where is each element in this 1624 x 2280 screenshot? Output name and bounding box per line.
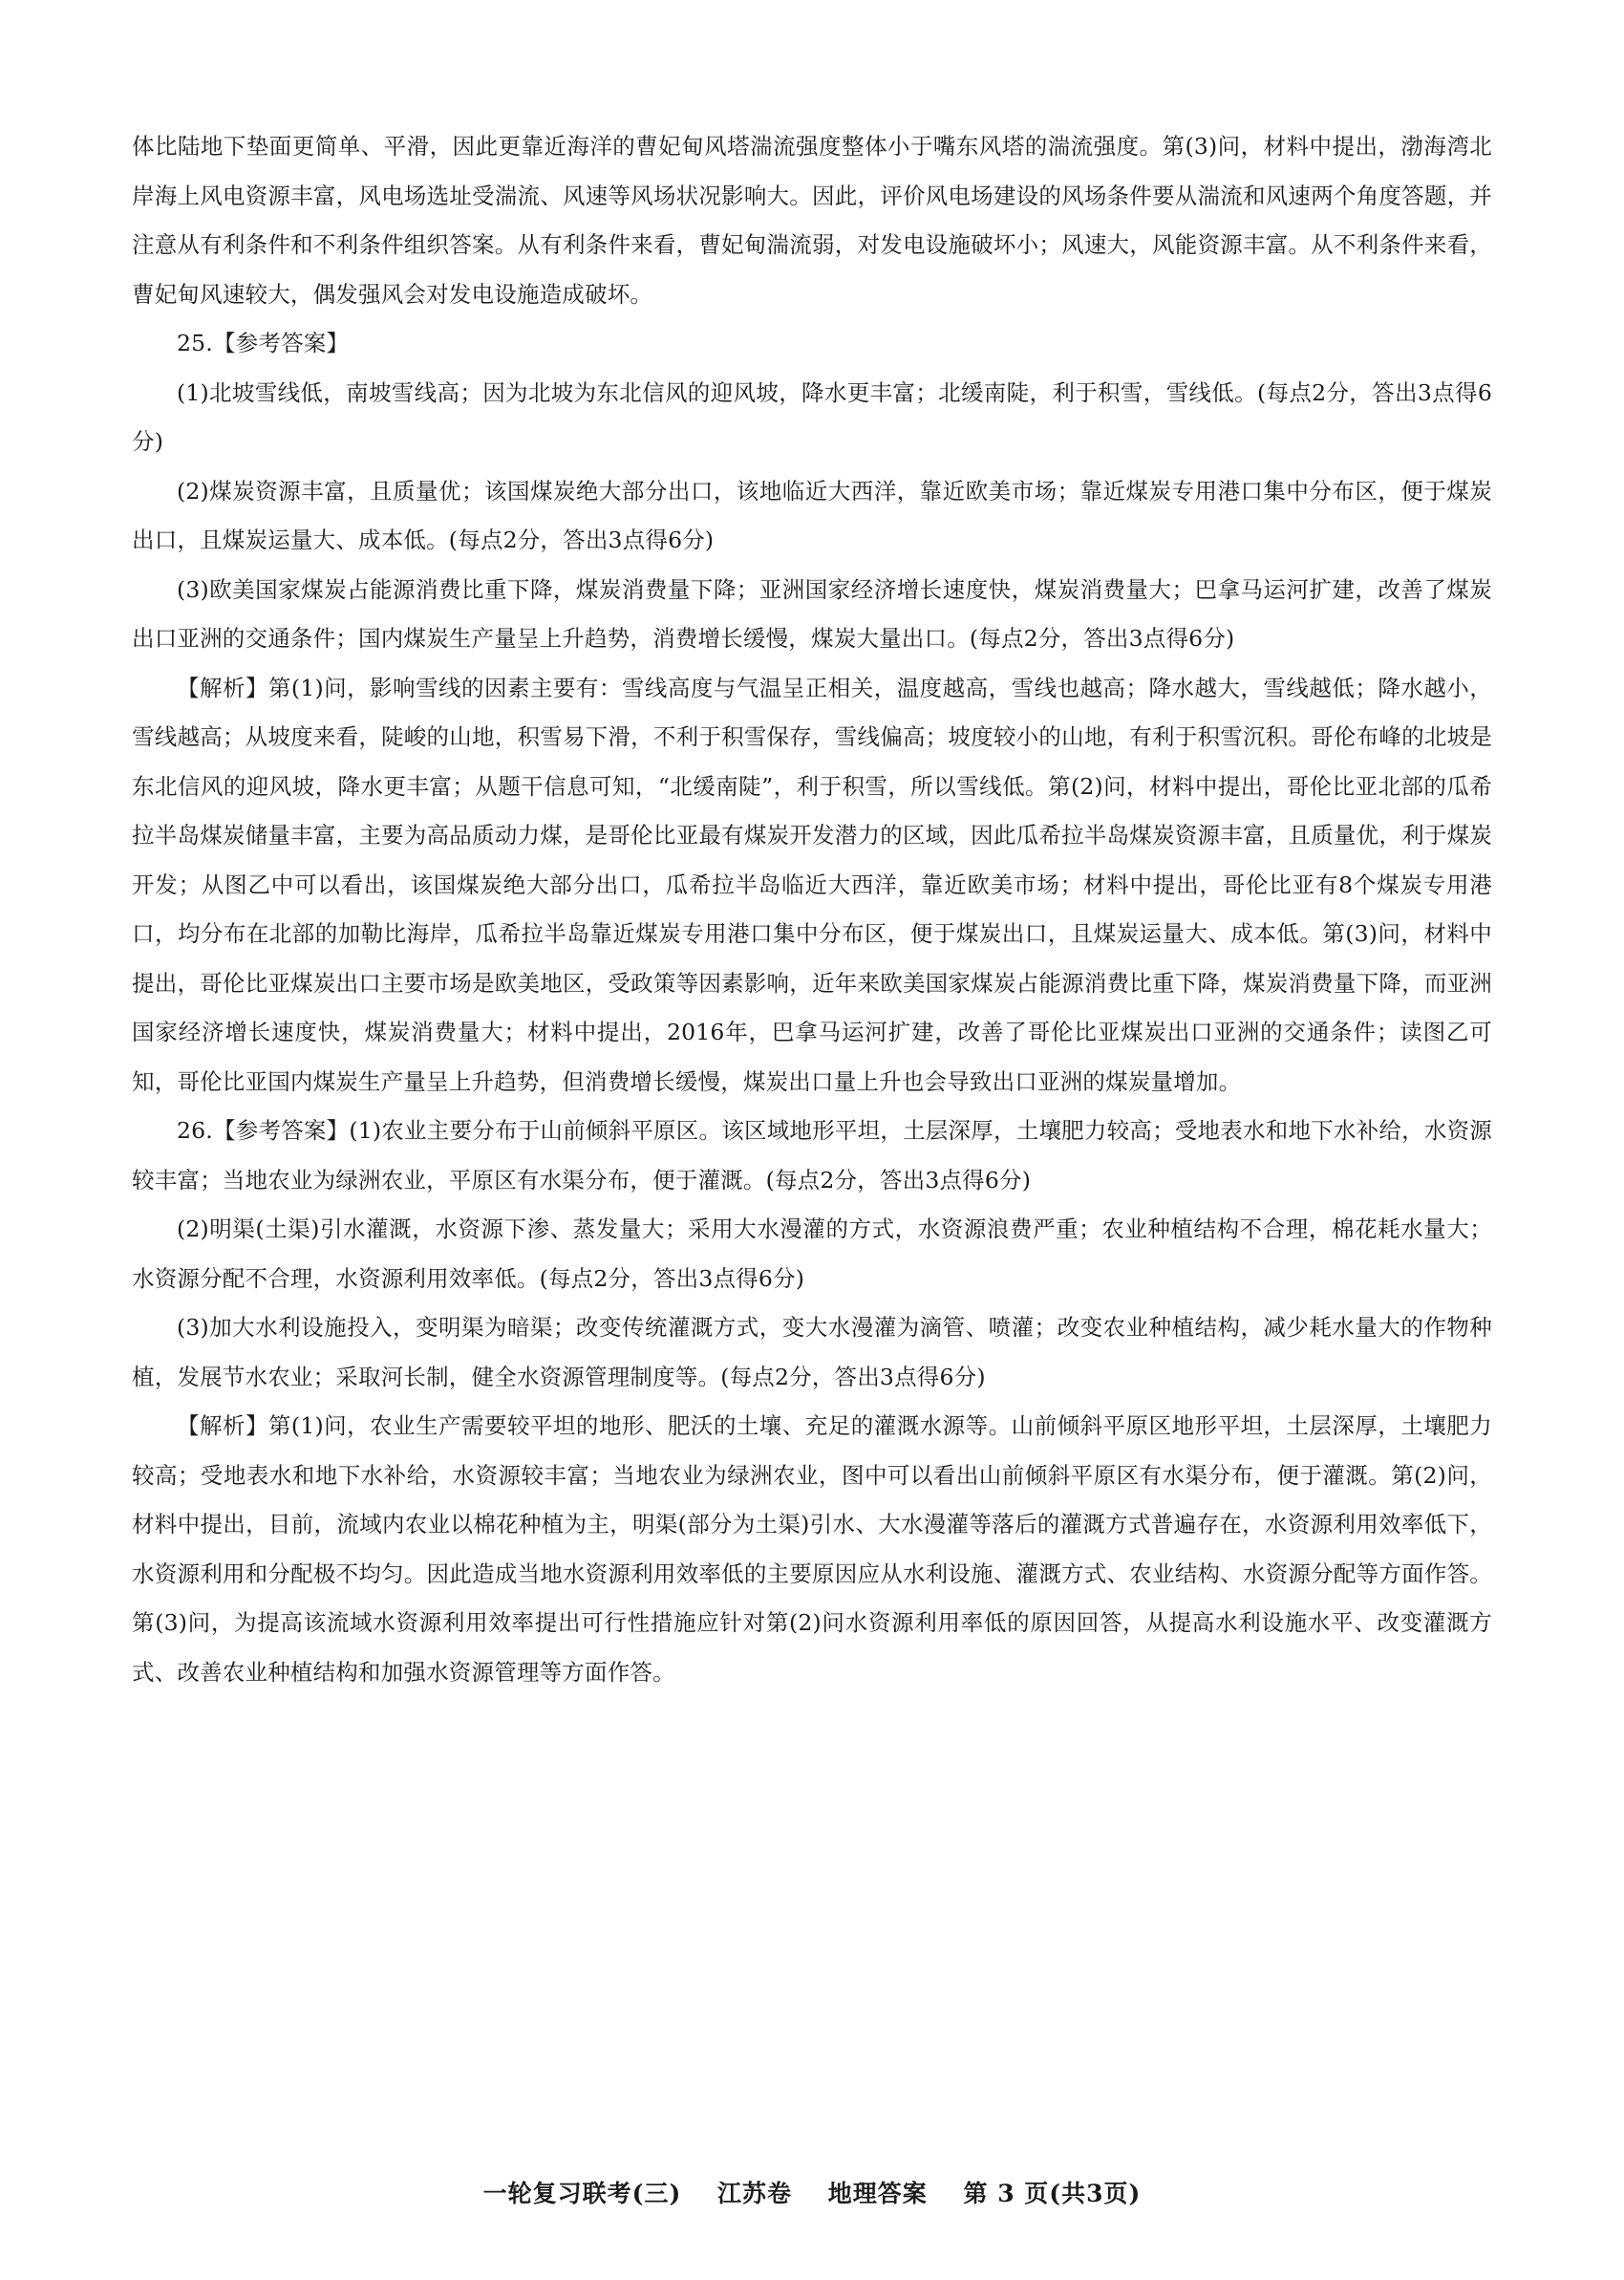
answer-25-3: (3)欧美国家煤炭占能源消费比重下降，煤炭消费量下降；亚洲国家经济增长速度快，煤炭消费量大；巴拿马运河扩建，改善了煤炭出口亚洲的交通条件；国内煤炭生产量呈上升趋势，消费增长缓慢，煤炭大量出口。(每点2分，答出3点得6分) <box>132 575 1492 652</box>
analysis-25: 【解析】第(1)问，影响雪线的因素主要有：雪线高度与气温呈正相关，温度越高，雪线也越高；降水越大，雪线越低；降水越小，雪线越高；从坡度来看，陡峻的山地，积雪易下滑，不利于积雪保存，雪线偏高；坡度较小的山地，有利于积雪沉积。哥伦布峰的北坡是东北信风的迎风坡，降水更丰富；从题干信息可知，“北缓南陡”，利于积雪，所以雪线低。第(2)问，材料中提出，哥伦比亚北部的瓜希拉半岛煤炭储量丰富，主要为高品质动力煤，是哥伦比亚最有煤炭开发潜力的区域，因此瓜希拉半岛煤炭资源丰富，且质量优，利于煤炭开发；从图乙中可以看出，该国煤炭绝大部分出口，瓜希拉半岛临近大西洋，靠近欧美市场；材料中提出，哥伦比亚有8个煤炭专用港口，均分布在北部的加勒比海岸，瓜希拉半岛靠近煤炭专用港口集中分布区，便于煤炭出口，且煤炭运量大、成本低。第(3)问，材料中提出，哥伦比亚煤炭出口主要市场是欧美地区，受政策等因素影响，近年来欧美国家煤炭占能源消费比重下降，煤炭消费量下降，而亚洲国家经济增长速度快，煤炭消费量大；材料中提出，2016年，巴拿马运河扩建，改善了哥伦比亚煤炭出口亚洲的交通条件；读图乙可知，哥伦比亚国内煤炭生产量呈上升趋势，但消费增长缓慢，煤炭出口量上升也会导致出口亚洲的煤炭量增加。 <box>132 674 1492 1095</box>
footer-region: 江苏卷 <box>717 2180 793 2207</box>
answer-26-1: 26.【参考答案】(1)农业主要分布于山前倾斜平原区。该区域地形平坦，土层深厚，土壤肥力较高；受地表水和地下水补给，水资源较丰富；当地农业为绿洲农业，平原区有水渠分布，便于灌溉。(每点2分，答出3点得6分) <box>132 1117 1492 1194</box>
answer-26-3: (3)加大水利设施投入，变明渠为暗渠；改变传统灌溉方式，变大水漫灌为滴管、喷灌；改变农业种植结构，减少耗水量大的作物种植，发展节水农业；采取河长制，健全水资源管理制度等。(每点2分，答出3点得6分) <box>132 1314 1492 1390</box>
document-body <box>132 122 1492 1697</box>
paragraph-analysis-24-continued: 体比陆地下垫面更简单、平滑，因此更靠近海洋的曹妃甸风塔湍流强度整体小于嘴东风塔的湍流强度。第(3)问，材料中提出，渤海湾北岸海上风电资源丰富，风电场选址受湍流、风速等风场状况影响大。因此，评价风电场建设的风场条件要从湍流和风速两个角度答题，并注意从有利条件和不利条件组织答案。从有利条件来看，曹妃甸湍流弱，对发电设施破坏小；风速大，风能资源丰富。从不利条件来看，曹妃甸风速较大，偶发强风会对发电设施造成破坏。 <box>132 133 1492 308</box>
footer-subject: 地理答案 <box>827 2180 928 2207</box>
answer-26-2: (2)明渠(土渠)引水灌溉，水资源下渗、蒸发量大；采用大水漫灌的方式，水资源浪费严重；农业种植结构不合理，棉花耗水量大；水资源分配不合理，水资源利用效率低。(每点2分，答出3点得6分) <box>132 1215 1492 1292</box>
answer-25-2: (2)煤炭资源丰富，且质量优；该国煤炭绝大部分出口，该地临近大西洋，靠近欧美市场；靠近煤炭专用港口集中分布区，便于煤炭出口，且煤炭运量大、成本低。(每点2分，答出3点得6分) <box>132 477 1492 553</box>
footer-page-number: 第 3 页(共3页) <box>963 2180 1142 2207</box>
answer-25-1: (1)北坡雪线低，南坡雪线高；因为北坡为东北信风的迎风坡，降水更丰富；北缓南陡，利于积雪，雪线低。(每点2分，答出3点得6分) <box>132 378 1492 455</box>
page-footer <box>0 2175 1624 2209</box>
analysis-26: 【解析】第(1)问，农业生产需要较平坦的地形、肥沃的土壤、充足的灌溉水源等。山前倾斜平原区地形平坦，土层深厚，土壤肥力较高；受地表水和地下水补给，水资源较丰富；当地农业为绿洲农业，图中可以看出山前倾斜平原区有水渠分布，便于灌溉。第(2)问，材料中提出，目前，流域内农业以棉花种植为主，明渠(部分为土渠)引水、大水漫灌等落后的灌溉方式普遍存在，水资源利用效率低下，水资源利用和分配极不均匀。因此造成当地水资源利用效率低的主要原因应从水利设施、灌溉方式、农业结构、水资源分配等方面作答。第(3)问，为提高该流域水资源利用效率提出可行性措施应针对第(2)问水资源利用率低的原因回答，从提高水利设施水平、改变灌溉方式、改善农业种植结构和加强水资源管理等方面作答。 <box>132 1412 1492 1686</box>
question-25-heading: 25.【参考答案】 <box>177 330 350 356</box>
footer-exam-name: 一轮复习联考(三) <box>482 2180 682 2207</box>
